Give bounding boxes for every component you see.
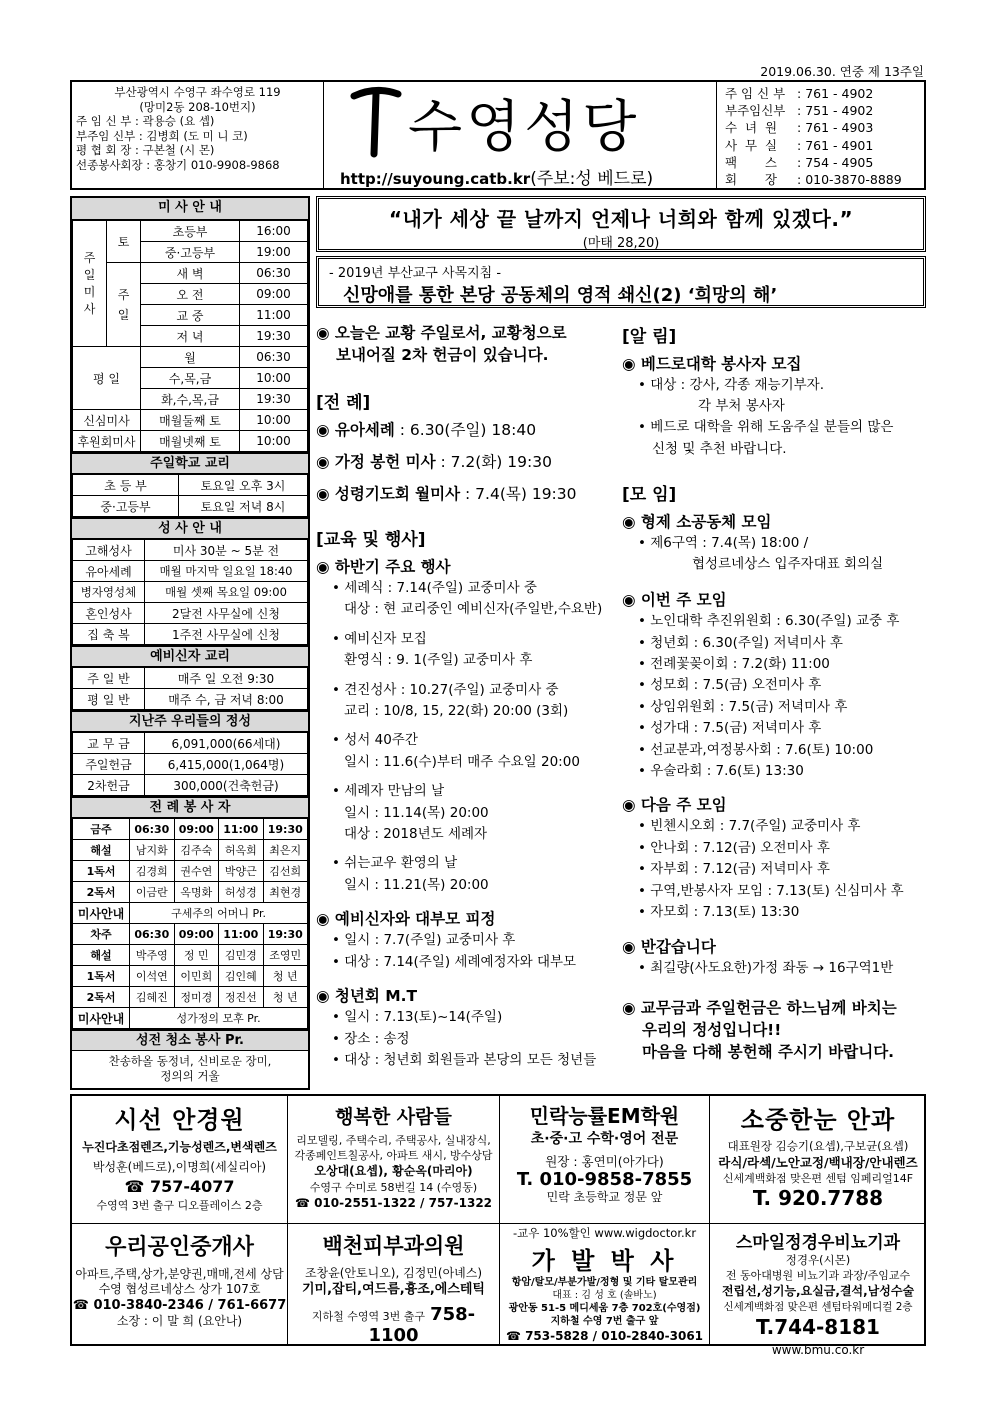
cell: 해설	[73, 945, 130, 966]
cell: 옥명화	[174, 882, 218, 903]
cell: 1독서	[73, 861, 130, 882]
mass-name: 중·고등부	[141, 242, 240, 263]
mass-name: 월	[141, 347, 240, 368]
cell: 1독서	[73, 966, 130, 987]
cleaning-title: 성전 청소 봉사 Pr.	[72, 1029, 308, 1051]
row-value: 매월 마지막 일요일 18:40	[145, 561, 308, 582]
row-value: 매월 셋째 목요일 09:00	[145, 582, 308, 603]
row-label: 유아세례	[73, 561, 145, 582]
notice-item: 각 부처 봉사자	[698, 398, 785, 415]
youth-mt-item: • 장소 : 송정	[332, 1030, 410, 1047]
event-item: • 견진성사 : 10.27(주일) 교중미사 중 교리 : 10/8, 15, 22(화) 20:00 (3회)	[332, 681, 569, 720]
row-value: 토요일 저녁 8시	[179, 496, 308, 517]
cell: 11:00	[219, 924, 263, 945]
sunday-label: 주일	[107, 263, 141, 347]
cell: 금주	[73, 819, 130, 840]
row-label: 중·고등부	[73, 496, 179, 517]
pastoral-guideline	[316, 256, 926, 308]
mass-name: 화,수,목,금	[141, 389, 240, 410]
cell: 미사안내	[73, 903, 130, 924]
welcome-title: ◉ 반갑습니다	[622, 937, 716, 956]
cell: 정미경	[174, 987, 218, 1008]
row-label: 병자영성체	[73, 582, 145, 603]
announcements	[316, 316, 926, 1090]
liturgy-heading: [전 례]	[316, 393, 371, 413]
row-label: 집 축 복	[73, 624, 145, 645]
phone-row: 주 임 신 부 : 761 - 4902	[725, 86, 874, 101]
cleaning-text: 찬송하올 동정녀, 신비로운 장미, 정의의 거울	[108, 1054, 272, 1083]
special-mass-name: 신심미사	[73, 410, 141, 431]
next-week-title: ◉ 다음 주 모임	[622, 796, 727, 815]
sunday-mass-label: 주일미사	[73, 221, 107, 347]
liturgy-item: ◉ 성령기도회 월미사 : 7.4(목) 19:30	[316, 485, 577, 503]
ad-wig-doctor: -교우 10%할인 www.wigdoctor.kr 가 발 박 사 항암/탈모/부분가발/정형 및 기타 탈모관리 대표 : 김 성 호 (솔바노) 광안동 51-5 메디세움 7층 702호(수영점) 지하철 수영 7번 출구 앞 ☎ 753-5828 / 010-2840-3061	[500, 1224, 710, 1344]
phone-row: 수 녀 원 : 761 - 4903	[725, 120, 874, 136]
cell: 허옥희	[219, 840, 263, 861]
special-mass-day: 매월둘째 토	[141, 410, 240, 431]
ad-urology: 스마일정경우비뇨기과 정경우(시몬) 전 동아대병원 비뇨기과 과장/주임교수 전립선,성기능,요실금,결석,남성수술 신세계백화점 맞은편 센텀타워메디컬 2층 T.744-8181 www.bmu.co.kr	[721, 1233, 915, 1357]
cell: 차주	[73, 924, 130, 945]
cell: 남지화	[130, 840, 174, 861]
logo-area	[324, 82, 716, 188]
cell: 박주영	[130, 945, 174, 966]
row-value: 300,000(건축헌금)	[145, 775, 308, 796]
row-label: 초 등 부	[73, 475, 179, 496]
announcements-left	[316, 316, 616, 1071]
announcements-right	[622, 316, 926, 1063]
retreat-item: • 대상 : 7.14(주일) 세례예정자와 대부모	[332, 953, 577, 970]
guideline-title: 신망애를 통한 본당 공동체의 영적 쇄신(2) ‘희망의 해’	[343, 285, 778, 306]
ad-eye-clinic: 소중한눈 안과 대표원장 김승기(요셉),구보균(요셉) 라식/라섹/노안교정/백내장/안내렌즈 신세계백화점 맞은편 센텀 임페리얼14F T. 920.7788	[710, 1096, 926, 1224]
notice-heading: [알 림]	[622, 327, 677, 347]
meeting-item: • 빈첸시오회 : 7.7(주일) 교중미사 후	[638, 818, 861, 835]
row-label: 교 무 금	[73, 733, 145, 754]
cell: 조영민	[263, 945, 308, 966]
cell: 청 년	[263, 987, 308, 1008]
meeting-item: • 노인대학 추진위원회 : 6.30(주일) 교중 후	[638, 613, 900, 630]
address-line-1: 부산광역시 수영구 좌수영로 119	[114, 85, 281, 99]
phone-row: 팩 스 : 754 - 4905	[725, 154, 874, 170]
scripture-quote	[316, 196, 926, 252]
event-item: • 세례식 : 7.14(주일) 교중미사 중 대상 : 현 교리중인 예비신자(주일반,수요반)	[332, 580, 603, 618]
half-year-title: ◉ 하반기 주요 행사	[316, 558, 451, 576]
special-mass-name: 후원회미사	[73, 431, 141, 452]
this-week-title: ◉ 이번 주 모임	[622, 591, 727, 610]
event-item: • 성서 40주간 일시 : 11.6(수)부터 매주 수요일 20:00	[332, 732, 580, 770]
cell: 최은지	[263, 840, 308, 861]
row-value: 매주 일 오전 9:30	[145, 668, 308, 689]
youth-mt-item: • 대상 : 청년회 회원들과 본당의 모든 청년들	[332, 1051, 597, 1068]
mass-name: 수,목,금	[141, 368, 240, 389]
brother-meeting-item: • 제6구역 : 7.4(목) 18:00 /	[638, 534, 809, 551]
row-value: 미사 30분 ~ 5분 전	[145, 540, 308, 561]
cell: 06:30	[130, 924, 174, 945]
saturday-label: 토	[107, 221, 141, 263]
retreat-item: • 일시 : 7.7(주일) 교중미사 후	[332, 932, 516, 949]
mass-time: 19:30	[240, 326, 308, 347]
staff-row: 주 임 신 부 : 곽용승 (요 셉)	[76, 114, 215, 129]
staff-row: 선종봉사회장 : 홍창기 010-9908-9868	[76, 157, 280, 172]
meeting-heading: [모 임]	[622, 484, 677, 505]
youth-mt-item: • 일시 : 7.13(토)~14(주일)	[332, 1009, 503, 1026]
quote-text: “내가 세상 끝 날까지 언제나 너희와 함께 있겠다.”	[388, 207, 854, 231]
welcome-item: • 최길량(사도요한)가정 좌동 → 16구역1반	[638, 959, 894, 976]
quote-reference: (마태 28,20)	[582, 236, 660, 251]
cell: 06:30	[130, 819, 174, 840]
phone-row: 사 무 실 : 761 - 4901	[725, 137, 874, 153]
offering-table	[72, 732, 308, 796]
cell: 최현경	[263, 882, 308, 903]
brother-meeting-title: ◉ 형제 소공동체 모임	[622, 512, 772, 531]
sacrament-title: 성 사 안 내	[72, 517, 308, 539]
education-heading: [교육 및 행사]	[316, 530, 426, 550]
cell: 2독서	[73, 987, 130, 1008]
parish-info	[72, 82, 324, 188]
row-label: 혼인성사	[73, 603, 145, 624]
mass-title: 미 사 안 내	[72, 198, 308, 220]
mass-name: 저 녁	[141, 326, 240, 347]
meeting-item: • 우술라회 : 7.6(토) 13:30	[638, 763, 804, 780]
meeting-item: • 성가대 : 7.5(금) 저녁미사 후	[638, 720, 822, 737]
mass-time: 06:30	[240, 347, 308, 368]
guideline-subtitle: - 2019년 부산교구 사목지침 -	[329, 266, 502, 281]
cell: 정 민	[174, 945, 218, 966]
row-value: 2달전 사무실에 신청	[145, 603, 308, 624]
sacrament-table	[72, 539, 308, 645]
cell: 권수연	[174, 861, 218, 882]
mass-name: 오 전	[141, 284, 240, 305]
cell: 미사안내	[73, 1008, 130, 1029]
mass-time: 16:00	[240, 221, 308, 242]
row-value: 매주 수, 금 저녁 8:00	[145, 689, 308, 710]
meeting-item: • 청년회 : 6.30(주일) 저녁미사 후	[638, 634, 843, 651]
masthead	[70, 80, 926, 190]
parish-logo	[346, 84, 696, 162]
event-item: • 예비신자 모집 환영식 : 9. 1(주일) 교중미사 후	[332, 630, 533, 669]
offering-title: 지난주 우리들의 정성	[72, 710, 308, 732]
mass-time: 10:00	[240, 368, 308, 389]
cell: 구세주의 어머니 Pr.	[130, 903, 308, 924]
phone-row: 회 장 : 010-3870-8889	[725, 172, 902, 188]
notice-item: • 베드로 대학을 위해 도움주실 분들의 많은	[638, 419, 894, 436]
notice-item: 신청 및 추천 바랍니다.	[652, 440, 787, 457]
cell: 성가정의 모후 Pr.	[130, 1008, 308, 1029]
liturgy-item: ◉ 유아세례 : 6.30(주일) 18:40	[316, 421, 537, 439]
website-url[interactable]: http://suyoung.catb.kr(주보:성 베드로)	[340, 169, 654, 189]
mass-table	[72, 220, 308, 452]
row-value: 토요일 오후 3시	[179, 475, 308, 496]
cell: 청 년	[263, 966, 308, 987]
meeting-item: • 선교분과,여정봉사회 : 7.6(토) 10:00	[638, 741, 874, 758]
youth-mt-title: ◉ 청년회 M.T	[316, 987, 418, 1006]
cell: 김민경	[219, 945, 263, 966]
mass-time: 10:00	[240, 410, 308, 431]
ad-sisun-optician: 시선 안경원 누진다초점렌즈,기능성렌즈,변색렌즈 박성훈(베드로),이명희(세실리아) ☎ 757-4077 수영역 3번 출구 디오플레이스 2층	[72, 1096, 288, 1224]
special-mass-day: 매월넷째 토	[141, 431, 240, 452]
date-line: 2019.06.30. 연중 제 13주일	[760, 64, 924, 79]
cell: 09:00	[174, 819, 218, 840]
logo-text: 수영성당	[408, 95, 641, 160]
meeting-item: • 안나회 : 7.12(금) 오전미사 후	[638, 839, 830, 856]
meeting-item: • 전례꽃꽂이회 : 7.2(화) 11:00	[638, 656, 830, 673]
catechumen-table	[72, 667, 308, 710]
mass-time: 06:30	[240, 263, 308, 284]
meeting-item: • 상임위원회 : 7.5(금) 저녁미사 후	[638, 698, 848, 715]
mass-time: 11:00	[240, 305, 308, 326]
liturgy-servers-title: 전 례 봉 사 자	[72, 796, 308, 818]
retreat-title: ◉ 예비신자와 대부모 피정	[316, 910, 496, 929]
ad-real-estate: 우리공인중개사 아파트,주택,상가,분양권,매매,전세 상담 수영 협성르네상스 상가 107호 ☎ 010-3840-2346 / 761-6677 소장 : 이 말 희 (요안나)	[72, 1224, 288, 1344]
cell: 허성경	[219, 882, 263, 903]
mass-time: 19:00	[240, 242, 308, 263]
staff-row: 평 협 회 장 : 구본철 (시 몬)	[76, 143, 215, 158]
cell: 이금란	[130, 882, 174, 903]
row-value: 6,415,000(1,064명)	[145, 754, 308, 775]
ad-em-academy: 민락능률EM학원 초·중·고 수학·영어 전문 원장 : 홍연미(아가다) T. 010-9858-7855 민락 초등학교 정문 앞	[500, 1096, 710, 1224]
mass-name: 교 중	[141, 305, 240, 326]
cell: 해설	[73, 840, 130, 861]
cell: 19:30	[263, 819, 308, 840]
cell: 김경희	[130, 861, 174, 882]
mass-name: 새 벽	[141, 263, 240, 284]
mass-time: 09:00	[240, 284, 308, 305]
liturgy-item: ◉ 가정 봉헌 미사 : 7.2(화) 19:30	[316, 453, 552, 471]
meeting-item: • 구역,반봉사자 모임 : 7.13(토) 신심미사 후	[638, 882, 904, 899]
sunday-school-title: 주일학교 교리	[72, 452, 308, 474]
this-week-servers	[72, 818, 308, 1029]
cell: 09:00	[174, 924, 218, 945]
phone-row: 부주임신부 : 751 - 4902	[725, 103, 874, 119]
cell: 김주숙	[174, 840, 218, 861]
row-label: 주 일 반	[73, 668, 145, 689]
ad-dermatology: 백천피부과의원 조창윤(안토니오), 김정민(아녜스) 기미,잡티,여드름,흉조,에스테틱 지하철 수영역 3번 출구 758-1100	[288, 1224, 500, 1344]
cell: 11:00	[219, 819, 263, 840]
meeting-item: • 자부회 : 7.12(금) 저녁미사 후	[638, 861, 830, 878]
ad-happy-people: 행복한 사람들 리모델링, 주택수리, 주택공사, 실내장식, 각종페인트칠공사, 아파트 새시, 방수상담 오상대(요셉), 황순옥(마리아) 수영구 수미로 58번길 14 (수영동) ☎ 010-2551-1322 / 757-1322	[288, 1096, 500, 1224]
cell: 김혜진	[130, 987, 174, 1008]
catechumen-title: 예비신자 교리	[72, 645, 308, 667]
cell: 정진선	[219, 987, 263, 1008]
notice-title: ◉ 베드로대학 봉사자 모집	[622, 355, 802, 373]
row-label: 주일헌금	[73, 754, 145, 775]
cell: 박양근	[219, 861, 263, 882]
event-item: • 쉬는교우 환영의 날 일시 : 11.21(목) 20:00	[332, 855, 489, 893]
staff-row: 부주임 신부 : 김병희 (도 미 니 코)	[76, 128, 248, 143]
closing-message: ◉ 교무금과 주일헌금은 하느님께 바치는 우리의 정성입니다!! 마음을 다해 봉헌해 주시기 바랍니다.	[622, 998, 897, 1061]
meeting-item: • 자모회 : 7.13(토) 13:30	[638, 904, 800, 921]
address-line-2: (망미2동 208-10번지)	[139, 99, 256, 114]
mass-time: 10:00	[240, 431, 308, 452]
sunday-school-table	[72, 474, 308, 517]
row-value: 6,091,000(66세대)	[145, 733, 308, 754]
weekday-label: 평 일	[73, 347, 141, 410]
mass-name: 초등부	[141, 221, 240, 242]
intro-notice: ◉ 오늘은 교황 주일로서, 교황청으로 보내어질 2차 헌금이 있습니다.	[316, 324, 567, 364]
row-label: 평 일 반	[73, 689, 145, 710]
event-item: • 세례자 만남의 날 일시 : 11.14(목) 20:00 대상 : 2018년도 세례자	[332, 783, 489, 843]
row-label: 고해성사	[73, 540, 145, 561]
advertisements	[70, 1094, 926, 1357]
cell: 2독서	[73, 882, 130, 903]
meeting-item: • 성모회 : 7.5(금) 오전미사 후	[638, 677, 822, 694]
notice-item: • 대상 : 강사, 각종 재능기부자.	[638, 377, 825, 393]
left-sidebar	[70, 196, 310, 1090]
cell: 김선희	[263, 861, 308, 882]
phone-directory	[716, 82, 924, 188]
cell: 19:30	[263, 924, 308, 945]
row-value: 1주전 사무실에 신청	[145, 624, 308, 645]
row-label: 2차헌금	[73, 775, 145, 796]
cell: 이민희	[174, 966, 218, 987]
mass-time: 19:30	[240, 389, 308, 410]
brother-meeting-item: 협성르네상스 입주자대표 회의실	[692, 556, 884, 573]
cell: 이석연	[130, 966, 174, 987]
cell: 김인혜	[219, 966, 263, 987]
